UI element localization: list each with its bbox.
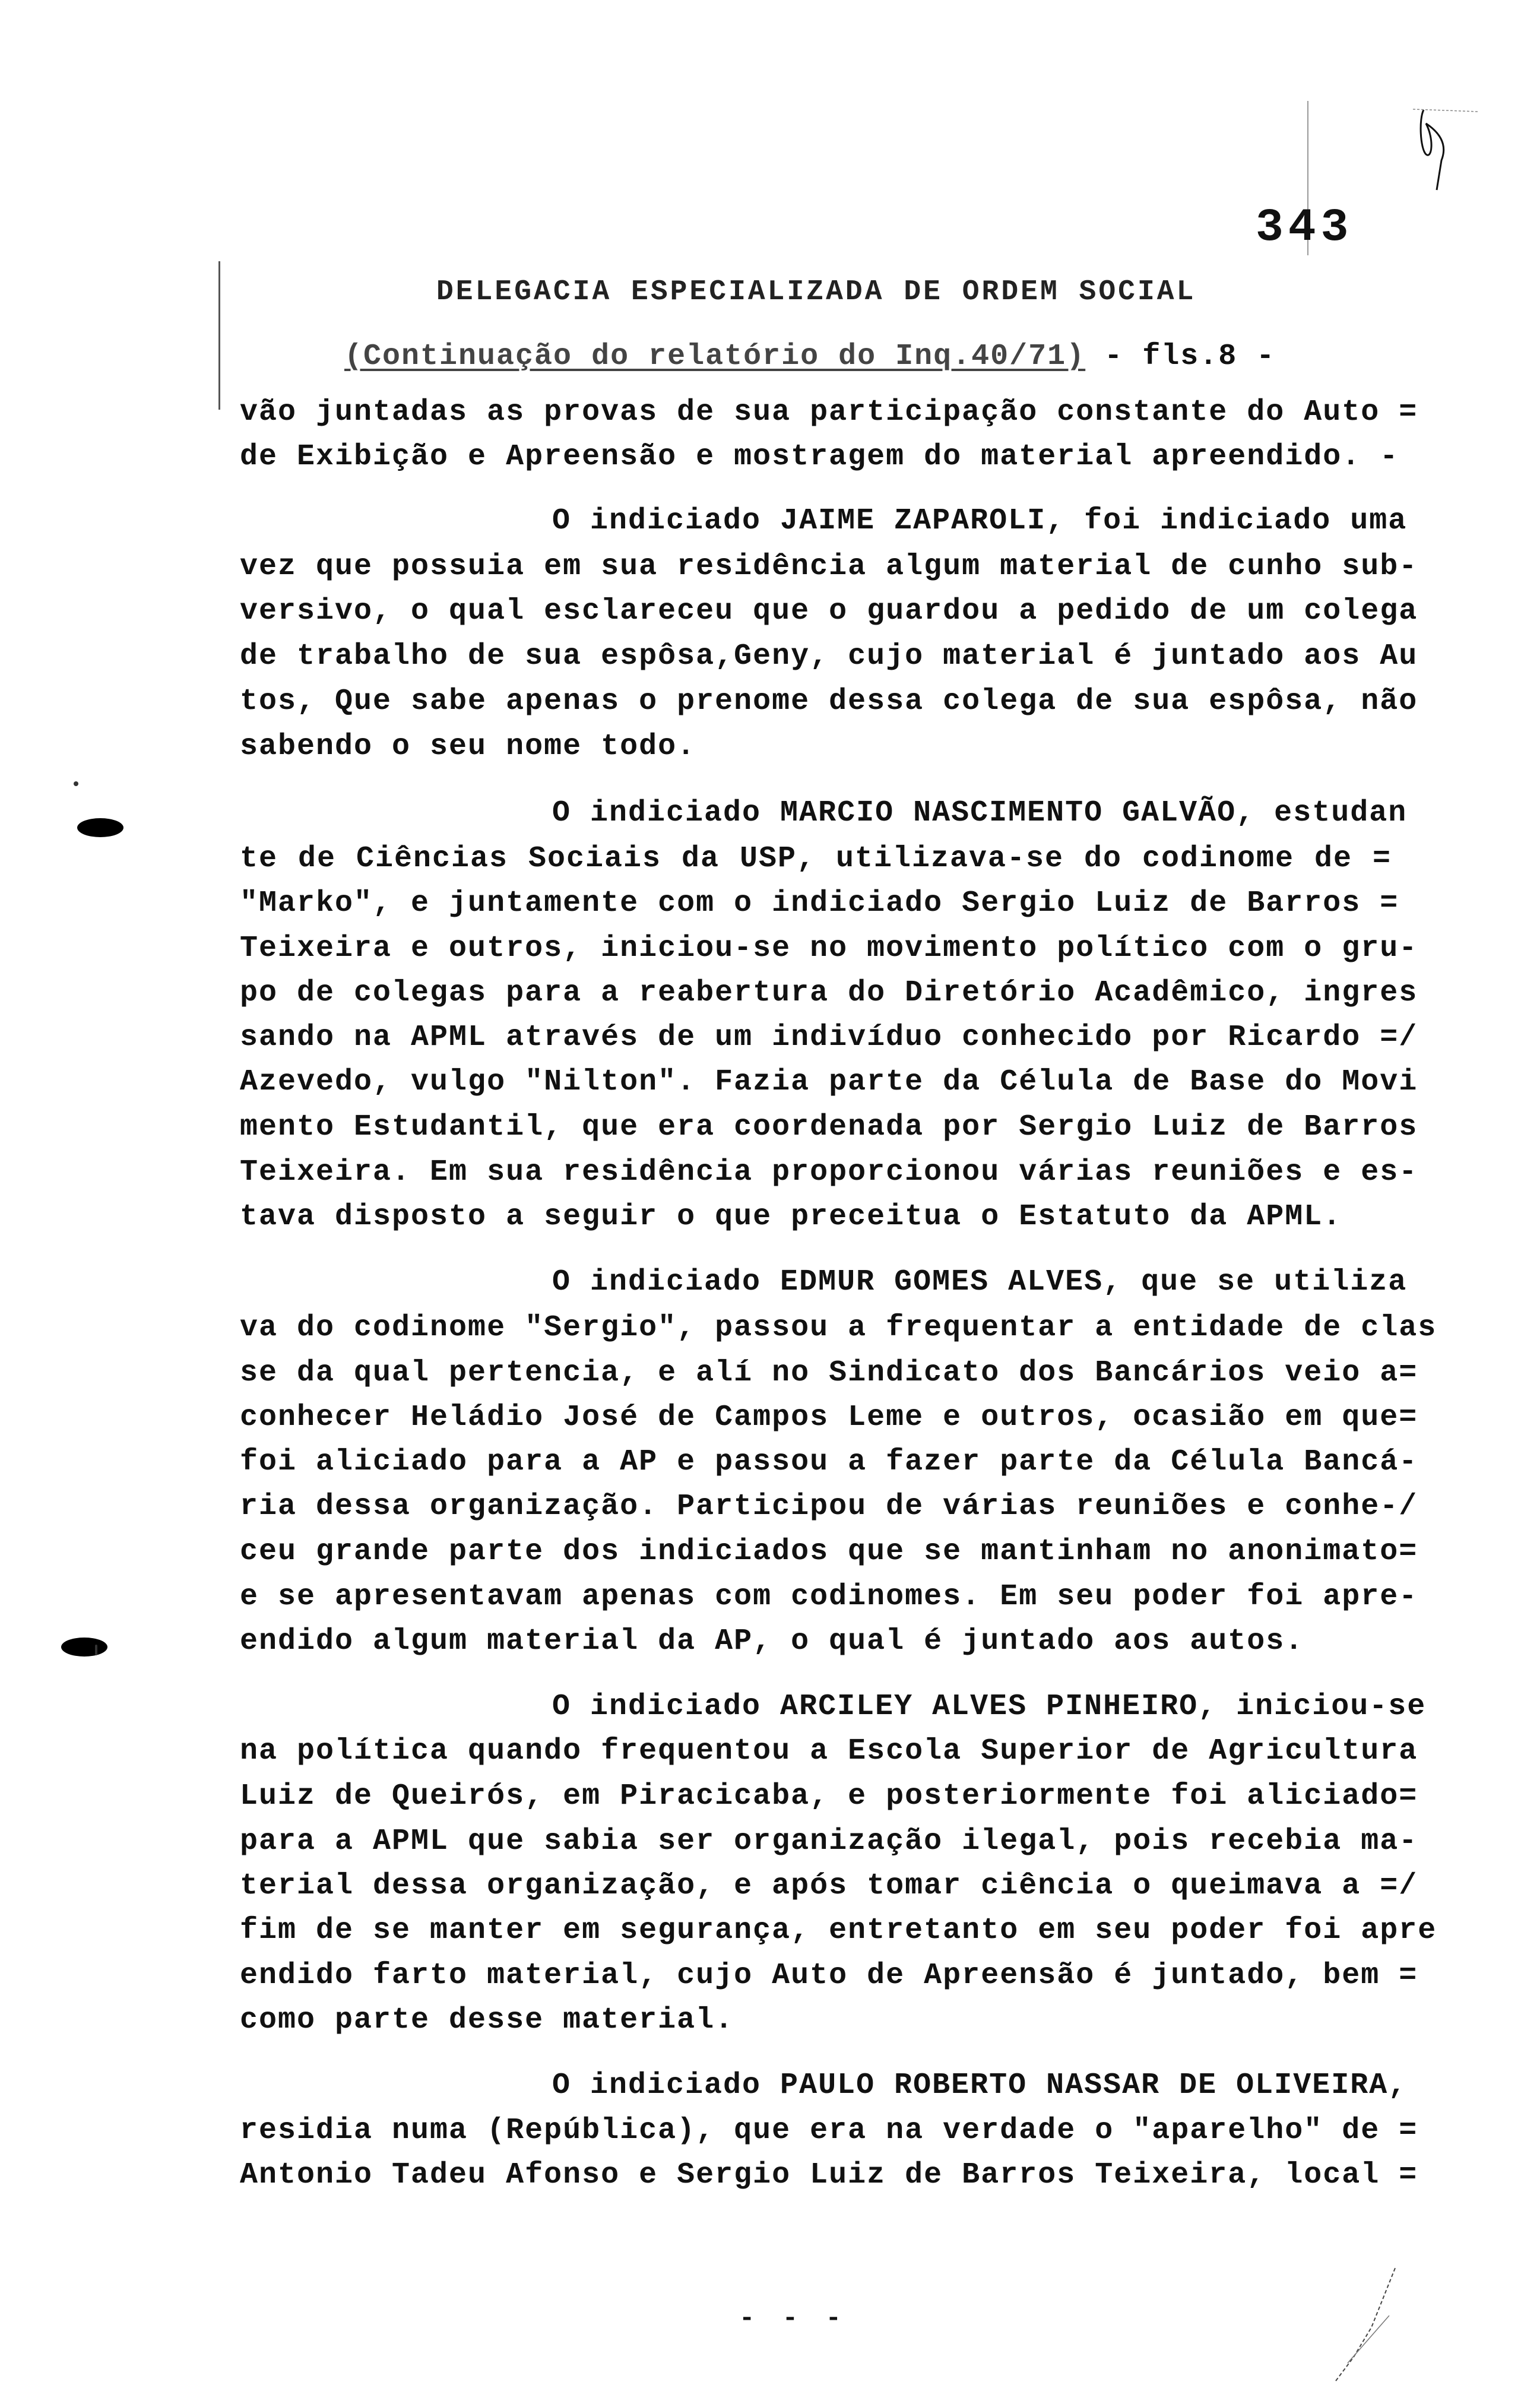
- paragraph-start: O indiciado MARCIO NASCIMENTO GALVÃO, estudan: [552, 796, 1408, 830]
- text-line: residia numa (República), que era na verdade o "aparelho" de =: [240, 2114, 1418, 2148]
- text-line: vão juntadas as provas de sua participação constante do Auto =: [240, 395, 1418, 429]
- report-reference: (Continuação do relatório do Inq.40/71): [344, 340, 1086, 373]
- text-line: fim de se manter em segurança, entretanto em seu poder foi apre: [240, 1914, 1437, 1947]
- sheet-number: - fls.8 -: [1085, 340, 1276, 373]
- text-line: foi aliciado para a AP e passou a fazer parte da Célula Bancá-: [240, 1445, 1418, 1479]
- text-line: ceu grande parte dos indiciados que se mantinham no anonimato=: [240, 1535, 1418, 1569]
- text-line: ria dessa organização. Participou de várias reuniões e conhe-/: [240, 1490, 1418, 1524]
- text-line: Teixeira e outros, iniciou-se no movimento político com o gru-: [240, 932, 1418, 965]
- text-line: vez que possuia em sua residência algum material de cunho sub-: [240, 550, 1418, 584]
- scan-speck: [95, 1645, 97, 1655]
- text-line: na política quando frequentou a Escola Superior de Agricultura: [240, 1734, 1418, 1768]
- page-number: 343: [1256, 202, 1354, 254]
- paragraph-start: O indiciado ARCILEY ALVES PINHEIRO, iniciou-se: [552, 1690, 1427, 1724]
- continuation-subheader: [344, 340, 1275, 373]
- text-line: conhecer Heládio José de Campos Leme e outros, ocasião em que=: [240, 1401, 1418, 1434]
- text-line: versivo, o qual esclareceu que o guardou a pedido de um colega: [240, 594, 1418, 628]
- text-line: se da qual pertencia, e alí no Sindicato dos Bancários veio a=: [240, 1356, 1418, 1390]
- text-line: sando na APML através de um indivíduo conhecido por Ricardo =/: [240, 1021, 1418, 1054]
- text-line: como parte desse material.: [240, 2003, 734, 2037]
- text-line: Antonio Tadeu Afonso e Sergio Luiz de Barros Teixeira, local =: [240, 2158, 1418, 2192]
- paragraph-start: O indiciado JAIME ZAPAROLI, foi indiciado uma: [552, 504, 1408, 538]
- agency-header: DELEGACIA ESPECIALIZADA DE ORDEM SOCIAL: [436, 276, 1196, 308]
- scan-speck: [74, 781, 78, 786]
- punch-hole: [61, 1638, 107, 1657]
- text-line: tava disposto a seguir o que preceitua o Estatuto da APML.: [240, 1200, 1342, 1234]
- text-line: endido farto material, cujo Auto de Apreensão é juntado, bem =: [240, 1959, 1418, 1993]
- text-line: mento Estudantil, que era coordenada por Sergio Luiz de Barros: [240, 1110, 1418, 1144]
- text-line: de Exibição e Apreensão e mostragem do material apreendido. -: [240, 440, 1399, 474]
- text-line: po de colegas para a reabertura do Diretório Acadêmico, ingres: [240, 976, 1418, 1010]
- text-line: terial dessa organização, e após tomar ciência o queimava a =/: [240, 1869, 1418, 1903]
- text-line: Teixeira. Em sua residência proporcionou várias reuniões e es-: [240, 1155, 1418, 1189]
- punch-hole: [77, 818, 123, 837]
- text-line: endido algum material da AP, o qual é juntado aos autos.: [240, 1624, 1304, 1658]
- text-line: Azevedo, vulgo "Nilton". Fazia parte da Célula de Base do Movi: [240, 1065, 1418, 1099]
- text-line: "Marko", e juntamente com o indiciado Sergio Luiz de Barros =: [240, 886, 1399, 920]
- pen-scratch-icon: [1312, 2262, 1401, 2387]
- text-line: de trabalho de sua espôsa,Geny, cujo material é juntado aos Au: [240, 639, 1418, 673]
- page-continuation-dashes: - - -: [739, 2304, 848, 2333]
- paragraph-start: O indiciado PAULO ROBERTO NASSAR DE OLIVEIRA,: [552, 2069, 1408, 2102]
- text-line: e se apresentavam apenas com codinomes. Em seu poder foi apre-: [240, 1580, 1418, 1614]
- text-line: para a APML que sabia ser organização ilegal, pois recebia ma-: [240, 1825, 1418, 1858]
- text-line: va do codinome "Sergio", passou a frequentar a entidade de clas: [240, 1311, 1437, 1345]
- text-line: te de Ciências Sociais da USP, utilizava-se do codinome de =: [240, 842, 1392, 876]
- text-line: sabendo o seu nome todo.: [240, 730, 696, 764]
- handwritten-mark-icon: [1413, 107, 1478, 202]
- left-margin-rule: [218, 261, 220, 410]
- paragraph-start: O indiciado EDMUR GOMES ALVES, que se utiliza: [552, 1265, 1408, 1299]
- text-line: tos, Que sabe apenas o prenome dessa colega de sua espôsa, não: [240, 685, 1418, 718]
- text-line: Luiz de Queirós, em Piracicaba, e posteriormente foi aliciado=: [240, 1779, 1418, 1813]
